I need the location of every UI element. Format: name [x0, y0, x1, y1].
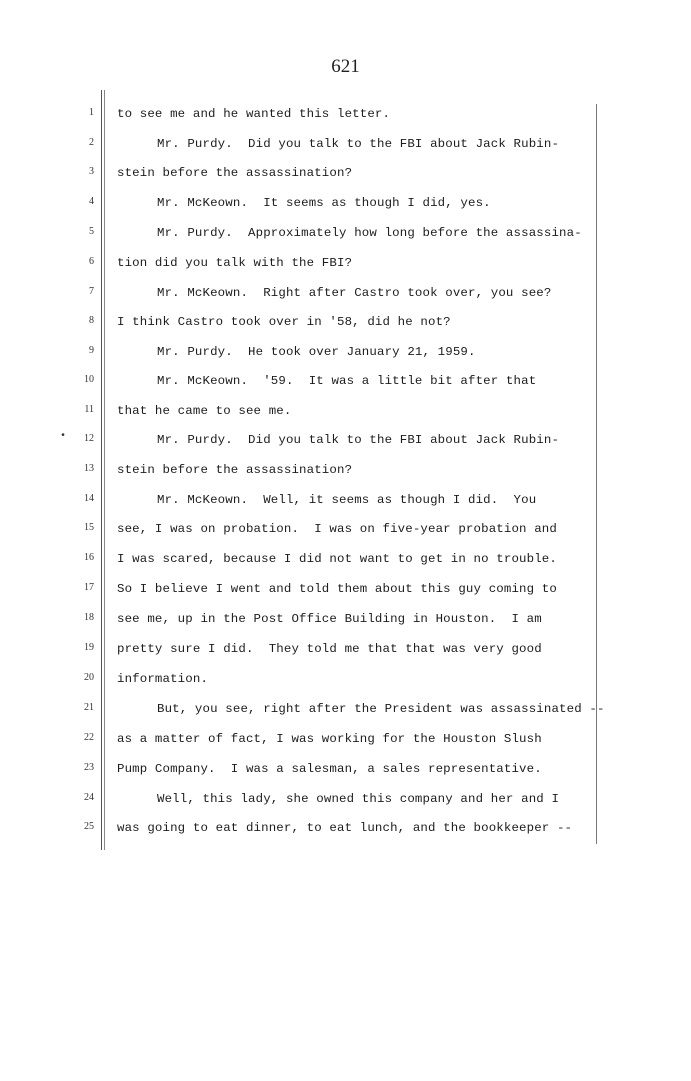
transcript-line	[0, 196, 691, 216]
line-text: Well, this lady, she owned this company and her and I	[157, 792, 560, 806]
transcript-line	[0, 702, 691, 722]
line-number: 23	[84, 762, 94, 773]
transcript-line	[0, 612, 691, 632]
line-text: information.	[117, 672, 209, 686]
line-number: 4	[89, 196, 94, 207]
line-number: 7	[89, 286, 94, 297]
transcript-line	[0, 166, 691, 186]
transcript-line	[0, 433, 691, 453]
line-text: to see me and he wanted this letter.	[117, 107, 391, 121]
transcript-line	[0, 792, 691, 812]
line-number: 13	[84, 463, 94, 474]
line-text: Mr. Purdy. Approximately how long before the assassina-	[157, 226, 582, 240]
line-number: 9	[89, 345, 94, 356]
line-number: 1	[89, 107, 94, 118]
line-text: stein before the assassination?	[117, 463, 353, 477]
transcript-line	[0, 107, 691, 127]
margin-mark: •	[60, 431, 67, 442]
line-number: 24	[84, 792, 94, 803]
line-text: I was scared, because I did not want to get in no trouble.	[117, 552, 557, 566]
line-text: Mr. Purdy. Did you talk to the FBI about Jack Rubin-	[157, 137, 560, 151]
line-number: 22	[84, 732, 94, 743]
transcript-line	[0, 226, 691, 246]
line-text: stein before the assassination?	[117, 166, 353, 180]
line-text: that he came to see me.	[117, 404, 292, 418]
transcript-line	[0, 345, 691, 365]
line-number: 10	[84, 374, 94, 385]
line-text: Mr. Purdy. Did you talk to the FBI about Jack Rubin-	[157, 433, 560, 447]
transcript-line	[0, 732, 691, 752]
line-text: I think Castro took over in '58, did he not?	[117, 315, 451, 329]
line-text: So I believe I went and told them about this guy coming to	[117, 582, 557, 596]
transcript-line	[0, 374, 691, 394]
line-text: was going to eat dinner, to eat lunch, and the bookkeeper --	[117, 821, 573, 835]
line-text: Pump Company. I was a salesman, a sales representative.	[117, 762, 542, 776]
line-text: see, I was on probation. I was on five-year probation and	[117, 522, 557, 536]
line-number: 8	[89, 315, 94, 326]
line-number: 20	[84, 672, 94, 683]
line-text: see me, up in the Post Office Building in Houston. I am	[117, 612, 542, 626]
transcript-line	[0, 256, 691, 276]
transcript-line	[0, 286, 691, 306]
line-number: 16	[84, 552, 94, 563]
line-text: Mr. Purdy. He took over January 21, 1959.	[157, 345, 476, 359]
transcript-line	[0, 582, 691, 602]
transcript-line	[0, 137, 691, 157]
transcript-line	[0, 762, 691, 782]
line-text: Mr. McKeown. '59. It was a little bit after that	[157, 374, 537, 388]
line-number: 12	[84, 433, 94, 444]
line-number: 2	[89, 137, 94, 148]
line-text: pretty sure I did. They told me that that was very good	[117, 642, 542, 656]
line-text: tion did you talk with the FBI?	[117, 256, 353, 270]
line-text: But, you see, right after the President was assassinated --	[157, 702, 605, 716]
transcript-line	[0, 821, 691, 841]
line-text: Mr. McKeown. Right after Castro took over, you see?	[157, 286, 552, 300]
line-number: 21	[84, 702, 94, 713]
line-number: 18	[84, 612, 94, 623]
line-number: 17	[84, 582, 94, 593]
line-number: 25	[84, 821, 94, 832]
line-number: 11	[84, 404, 94, 415]
transcript-line	[0, 642, 691, 662]
transcript-line	[0, 493, 691, 513]
line-text: Mr. McKeown. It seems as though I did, yes.	[157, 196, 491, 210]
transcript-line	[0, 463, 691, 483]
line-number: 14	[84, 493, 94, 504]
page-number: 621	[331, 56, 360, 77]
transcript-line	[0, 404, 691, 424]
transcript-line	[0, 315, 691, 335]
line-number: 19	[84, 642, 94, 653]
transcript-line	[0, 522, 691, 542]
line-number: 5	[89, 226, 94, 237]
line-text: Mr. McKeown. Well, it seems as though I did. You	[157, 493, 537, 507]
line-number: 3	[89, 166, 94, 177]
transcript-line	[0, 672, 691, 692]
line-text: as a matter of fact, I was working for the Houston Slush	[117, 732, 542, 746]
line-number: 6	[89, 256, 94, 267]
line-number: 15	[84, 522, 94, 533]
transcript-line	[0, 552, 691, 572]
